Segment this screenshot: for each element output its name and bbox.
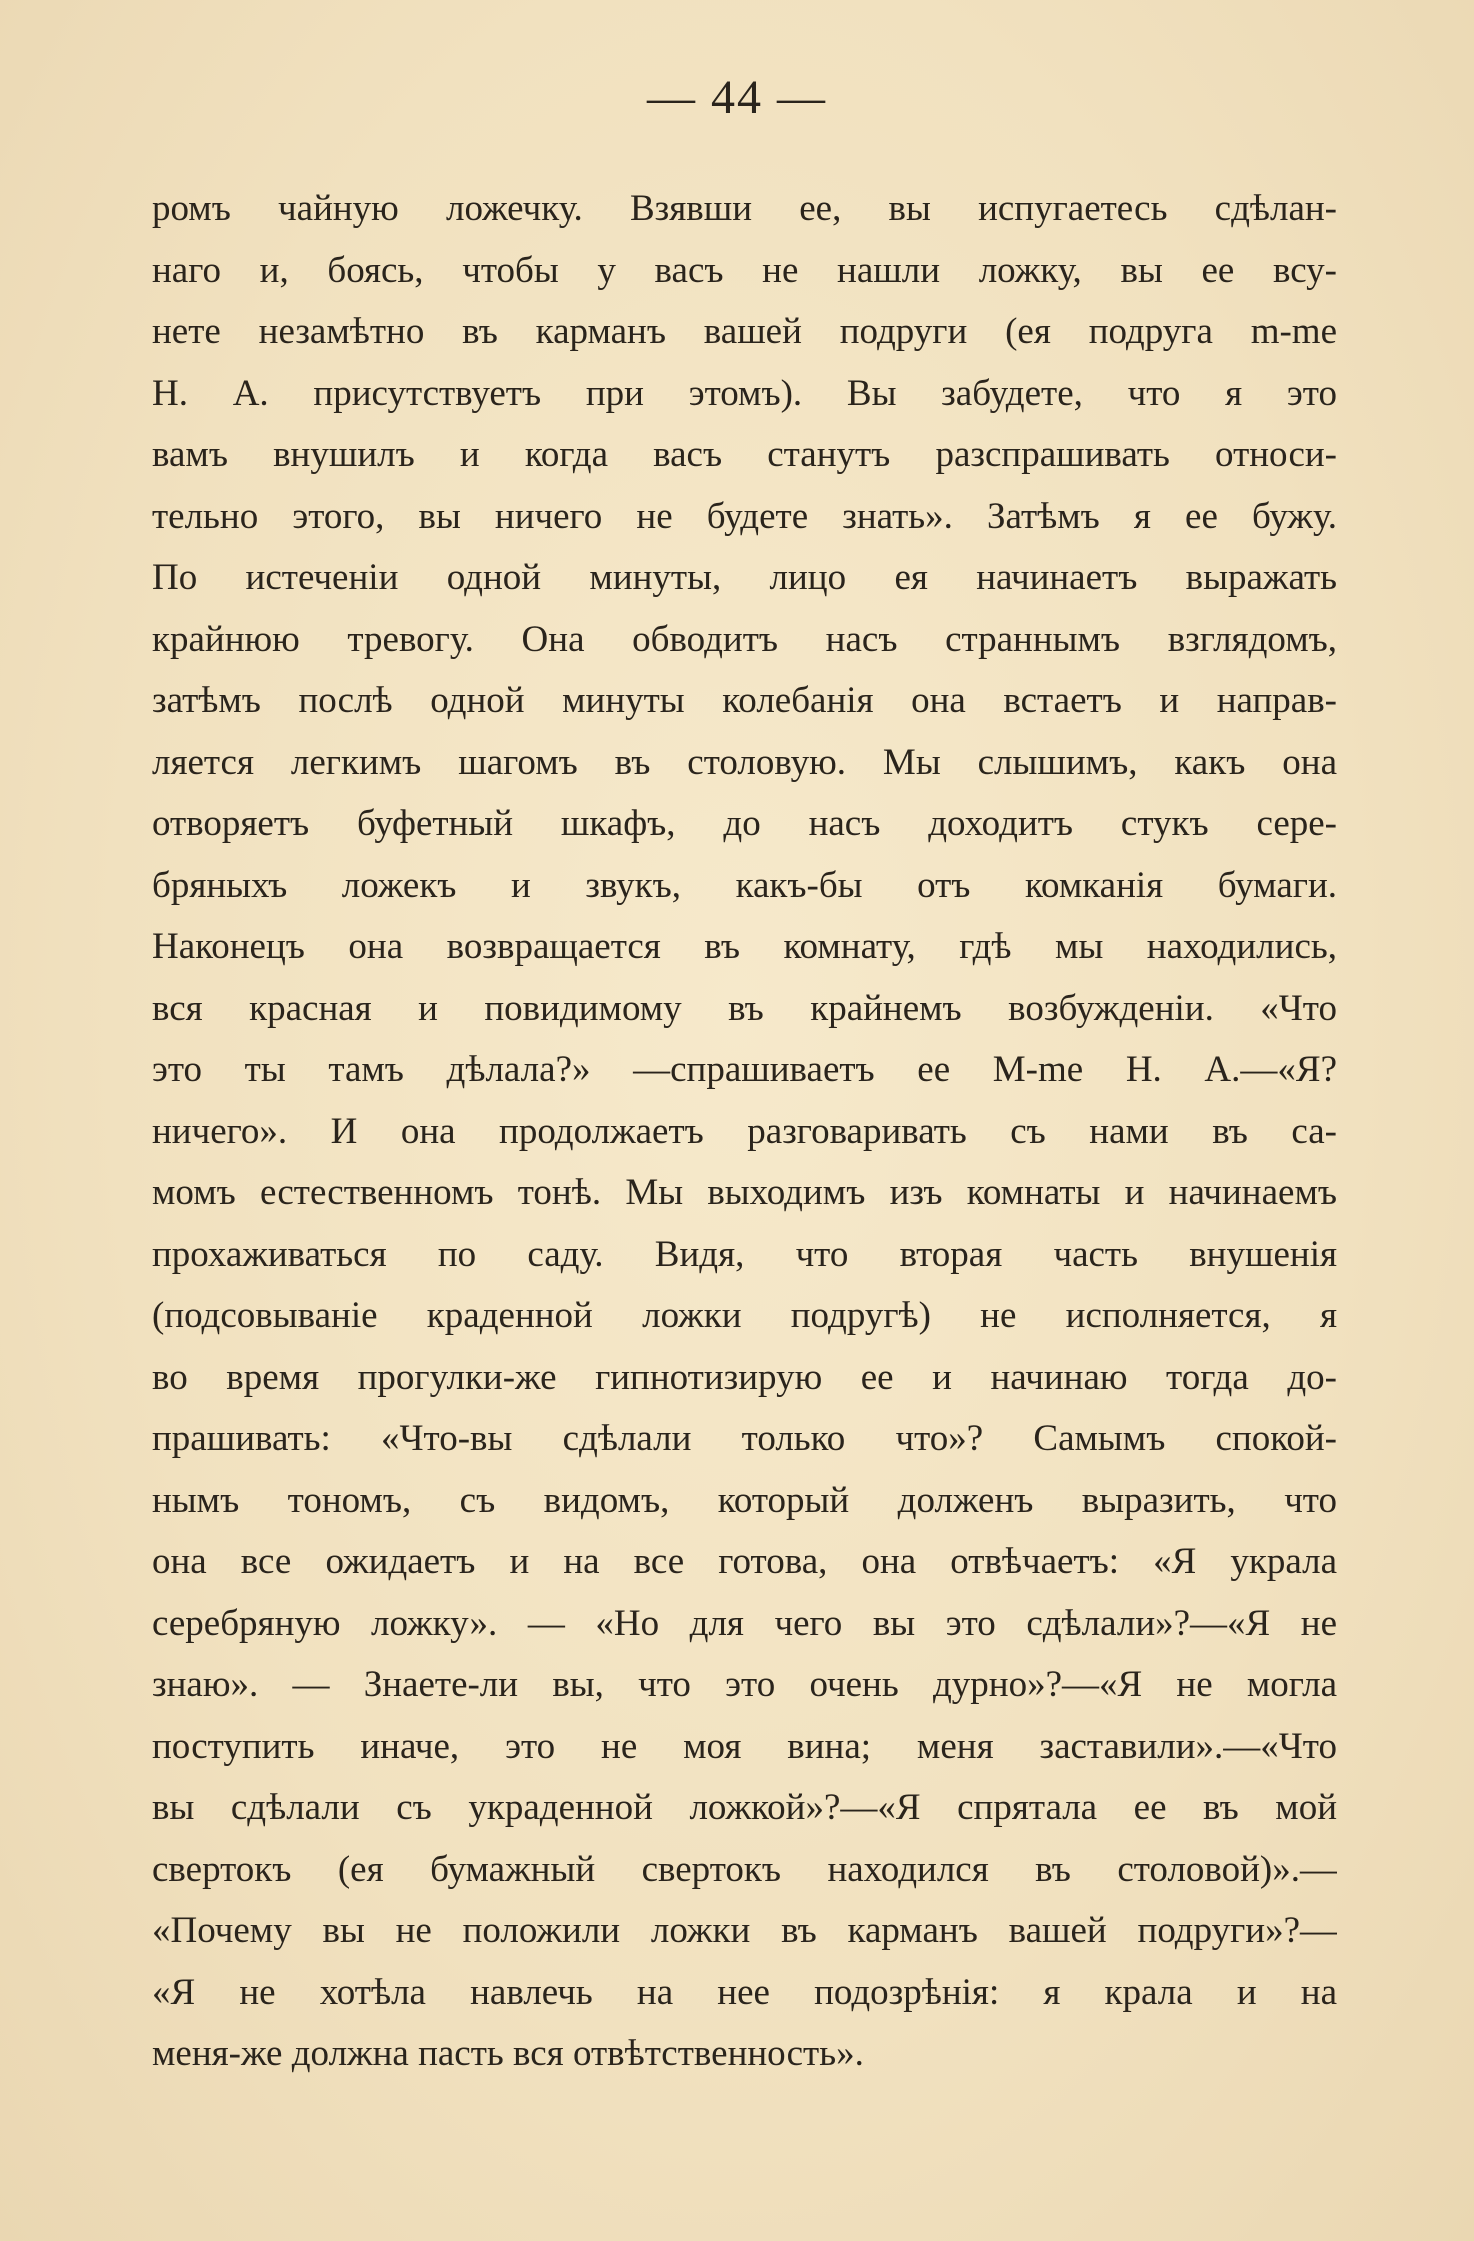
- text-line: Наконецъ она возвращается въ комнату, гдѣ мы находились,: [152, 926, 1337, 967]
- text-line: вы сдѣлали съ украденной ложкой»?—«Я спрятала ее въ мой: [152, 1787, 1337, 1828]
- text-line: серебряную ложку». — «Но для чего вы это сдѣлали»?—«Я не: [152, 1602, 1337, 1644]
- text-line: вамъ внушилъ и когда васъ станутъ разспрашивать относи-: [152, 434, 1337, 475]
- text-line: отворяетъ буфетный шкафъ, до насъ доходитъ стукъ сере-: [152, 803, 1337, 844]
- text-line: свертокъ (ея бумажный свертокъ находился въ столовой)».—: [152, 1848, 1337, 1890]
- text-line: прохаживаться по саду. Видя, что вторая часть внушенія: [152, 1233, 1337, 1275]
- text-line: наго и, боясь, чтобы у васъ не нашли ложку, вы ее всу-: [152, 249, 1337, 291]
- text-line: момъ естественномъ тонѣ. Мы выходимъ изъ комнаты и начинаемъ: [152, 1172, 1337, 1213]
- text-line: знаю». — Знаете-ли вы, что это очень дурно»?—«Я не могла: [152, 1664, 1337, 1705]
- text-line: «Почему вы не положили ложки въ карманъ вашей подруги»?—: [152, 1910, 1337, 1951]
- text-line: По истеченіи одной минуты, лицо ея начинаетъ выражать: [152, 557, 1337, 598]
- body-text: [152, 178, 1337, 2085]
- text-line: она все ожидаетъ и на все готова, она отвѣчаетъ: «Я украла: [152, 1541, 1337, 1582]
- text-line: «Я не хотѣла навлечь на нее подозрѣнія: я крала и на: [152, 1971, 1337, 2013]
- text-line: затѣмъ послѣ одной минуты колебанія она встаетъ и направ-: [152, 680, 1337, 721]
- text-line: бряныхъ ложекъ и звукъ, какъ-бы отъ комканія бумаги.: [152, 864, 1337, 906]
- text-line: это ты тамъ дѣлала?» —спрашиваетъ ее М-me Н. А.—«Я?: [152, 1049, 1337, 1090]
- text-line: нымъ тономъ, съ видомъ, который долженъ выразить, что: [152, 1479, 1337, 1521]
- page-number: — 44 —: [647, 71, 827, 124]
- text-line: Н. А. присутствуетъ при этомъ). Вы забудете, что я это: [152, 372, 1337, 414]
- text-line: ничего». И она продолжаетъ разговаривать съ нами въ са-: [152, 1110, 1337, 1152]
- text-line: ляется легкимъ шагомъ въ столовую. Мы слышимъ, какъ она: [152, 741, 1337, 783]
- text-line: крайнюю тревогу. Она обводитъ насъ страннымъ взглядомъ,: [152, 618, 1337, 660]
- text-line: прашивать: «Что-вы сдѣлали только что»? Самымъ спокой-: [152, 1418, 1337, 1459]
- text-line: во время прогулки-же гипнотизирую ее и начинаю тогда до-: [152, 1356, 1337, 1398]
- text-line: (подсовываніе краденной ложки подругѣ) не исполняется, я: [152, 1295, 1337, 1336]
- text-line: ромъ чайную ложечку. Взявши ее, вы испугаетесь сдѣлан-: [152, 188, 1337, 229]
- text-line: нете незамѣтно въ карманъ вашей подруги (ея подруга m-me: [152, 311, 1337, 352]
- text-line: поступить иначе, это не моя вина; меня заставили».—«Что: [152, 1725, 1337, 1767]
- text-line: меня-же должна пасть вся отвѣтственность».: [152, 2033, 864, 2074]
- text-line: вся красная и повидимому въ крайнемъ возбужденіи. «Что: [152, 987, 1337, 1029]
- text-line: тельно этого, вы ничего не будете знать». Затѣмъ я ее бужу.: [152, 495, 1337, 537]
